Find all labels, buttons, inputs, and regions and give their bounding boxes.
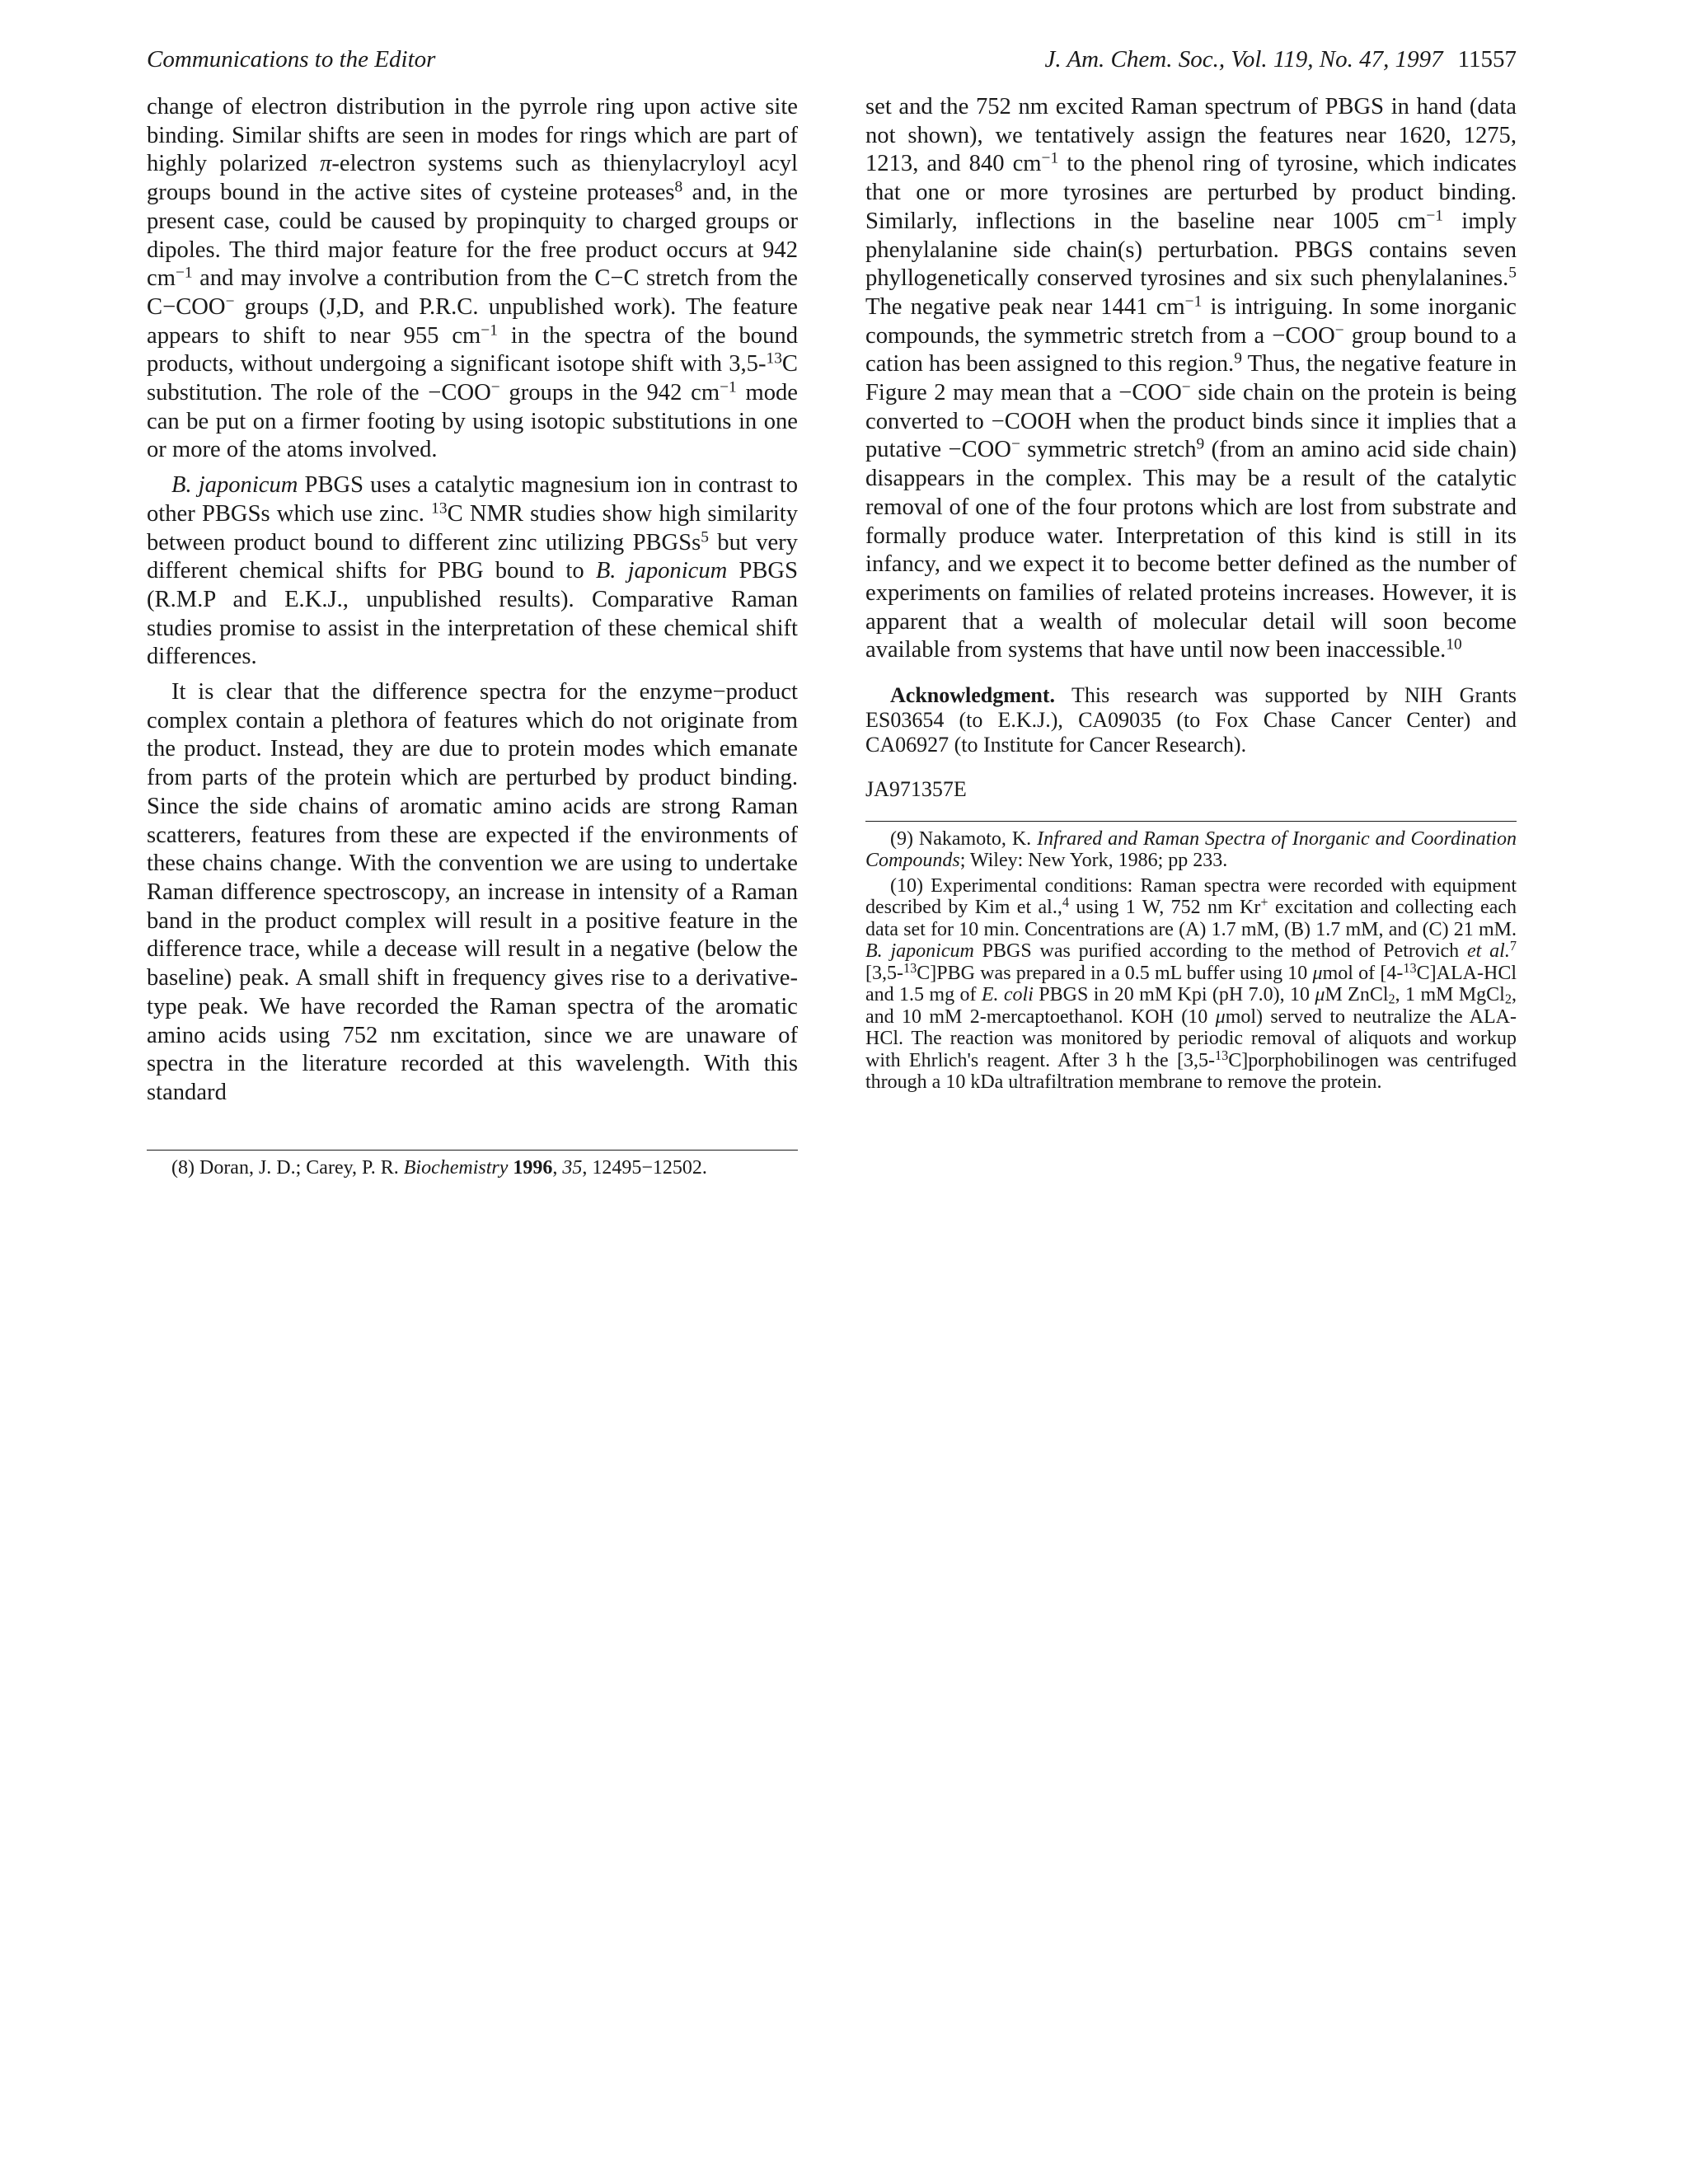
footnote-8: (8) Doran, J. D.; Carey, P. R. Biochemistry 1996, 35, 12495−12502. [171, 1157, 707, 1179]
page-number: 11557 [1457, 46, 1517, 73]
citation-ref: 5 [1508, 264, 1517, 282]
footnote-divider [865, 821, 1517, 822]
paragraph: It is clear that the difference spectra for the enzyme−product complex contain a plethora of features which do not originate from the product. Instead, they are due to protein modes which emanate from parts of the protein which are perturbed by product binding. Since the side chains of aromatic amino acids are strong Raman scatterers, features from these are expected if the environments of these chains change. With the convention we are using to undertake Raman difference spectroscopy, an increase in intensity of a Raman band in the product complex will result in a positive feature in the difference trace, while a decease will result in a negative (below the baseline) peak. A small shift in frequency gives rise to a derivative-type peak. We have recorded the Raman spectra of the aromatic amino acids using 752 nm excitation, since we are unaware of spectra in the literature recorded at this wavelength. With this standard [147, 679, 798, 1105]
paragraph: set and the 752 nm excited Raman spectrum of PBGS in hand (data not shown), we tentatively assign the features near 1620, 1275, 1213, and 840 $cm^{-1}$ to the phenol ring of tyrosine, which indicates that one or more tyrosines are perturbed by product binding. Similarly, inflections in the baseline near 1005 $cm^{-1}$ imply phenylalanine side chain(s) perturbation. PBGS contains seven phyllogenetically conserved tyrosines and six such phenylalanines.$^5$ The negative peak near 1441 $cm^{-1}$ is intriguing. In some inorganic compounds, the symmetric stretch from a −COO− group bound to a cation has been assigned to this region.$^9$ Thus, the negative feature in Figure 2 may mean that a −COO− side chain on the protein is being converted to −COOH when the product binds since it implies that a putative −COO− symmetric stretch$^9$ (from an amino acid side chain) disappears in the complex. This may be a result of the catalytic removal of one of the four protons which are lost from substrate and formally produce water. Interpretation of this kind is still in its infancy, and we expect it to become better defined as the number of experiments on families of related proteins increases. However, it is apparent that a wealth of molecular detail will soon become available from systems that have until now been inaccessible.$^{10}$ [865, 94, 1517, 663]
journal-citation [1045, 41, 1517, 77]
paragraph: B. japonicum PBGS uses a catalytic magnesium ion in contrast to other PBGSs which use zinc. $^{13}$C NMR studies show high similarity between product bound to different zinc utilizing PBGSs$^5$ but very different chemical shifts for PBG bound to B. japonicum PBGS (R.M.P and E.K.J., unpublished results). Comparative Raman studies promise to assist in the interpretation of these chemical shift differences. [147, 472, 798, 670]
footnotes-left [147, 1150, 798, 1179]
citation-ref: 8 [674, 178, 683, 196]
citation-ref: 9 [1196, 435, 1205, 453]
acknowledgment-label: Acknowledgment. [890, 683, 1056, 708]
footnote-9: (9) Nakamoto, K. Infrared and Raman Spectra of Inorganic and Coordination Compounds; Wiley: New York, 1986; pp 233. [865, 827, 1517, 872]
citation-ref: 9 [1234, 349, 1242, 368]
citation-ref: 5 [701, 527, 709, 546]
running-header [147, 41, 1517, 77]
paragraph: change of electron distribution in the pyrrole ring upon active site binding. Similar shifts are seen in modes for rings which are part of highly polarized π-electron systems such as thienylacryloyl acyl groups bound in the active sites of cysteine proteases$^8$ and, in the present case, could be caused by propinquity to charged groups or dipoles. The third major feature for the free product occurs at 942 $cm^{-1}$ and may involve a contribution from the C−C stretch from the C−COO− groups (J,D, and P.R.C. unpublished work). The feature appears to shift to near 955 $cm^{-1}$ in the spectra of the bound products, without undergoing a significant isotope shift with 3,5-$^{13}$C substitution. The role of the −COO− groups in the 942 $cm^{-1}$ mode can be put on a firmer footing by using isotopic substitutions in one or more of the atoms involved. [147, 94, 799, 463]
footnote-divider [147, 1150, 798, 1151]
footnote-10: (10) Experimental conditions: Raman spectra were recorded with equipment described by Kim et al.,$^4$ using 1 W, 752 nm Kr+ excitation and collecting each data set for 10 min. Concentrations are (A) 1.7 mM, (B) 1.7 mM, and (C) 21 mM. B. japonicum PBGS was purified according to the method of Petrovich et al.$^7$ [3,5-$^{13}$C]PBG was prepared in a 0.5 mL buffer using 10 μmol of [4-$^{13}$C]ALA-HCl and 1.5 mg of E. coli PBGS in 20 mM Kpi (pH 7.0), 10 μM ZnCl$_2$, 1 mM MgCl$_2$, and 10 mM 2-mercaptoethanol. KOH (10 μmol) served to neutralize the ALA-HCl. The reaction was monitored by periodic removal of aliquots and workup with Ehrlich's reagent. After 3 h the [3,5-$^{13}$C]porphobilinogen was centrifuged through a 10 kDa ultrafiltration membrane to remove the protein. [865, 874, 1517, 1094]
section-title: Communications to the Editor [147, 46, 436, 73]
journal-name: J. Am. Chem. Soc., Vol. 119, No. 47, 1997 [1044, 46, 1443, 73]
citation-ref: 10 [1446, 635, 1462, 654]
right-column [865, 93, 1517, 1094]
manuscript-id: JA971357E [865, 777, 967, 802]
left-column [147, 93, 798, 1108]
acknowledgment: Acknowledgment. This research was supported by NIH Grants ES03654 (to E.K.J.), CA09035 (to Fox Chase Cancer Center) and CA06927 (to Institute for Cancer Research). [865, 683, 1517, 757]
